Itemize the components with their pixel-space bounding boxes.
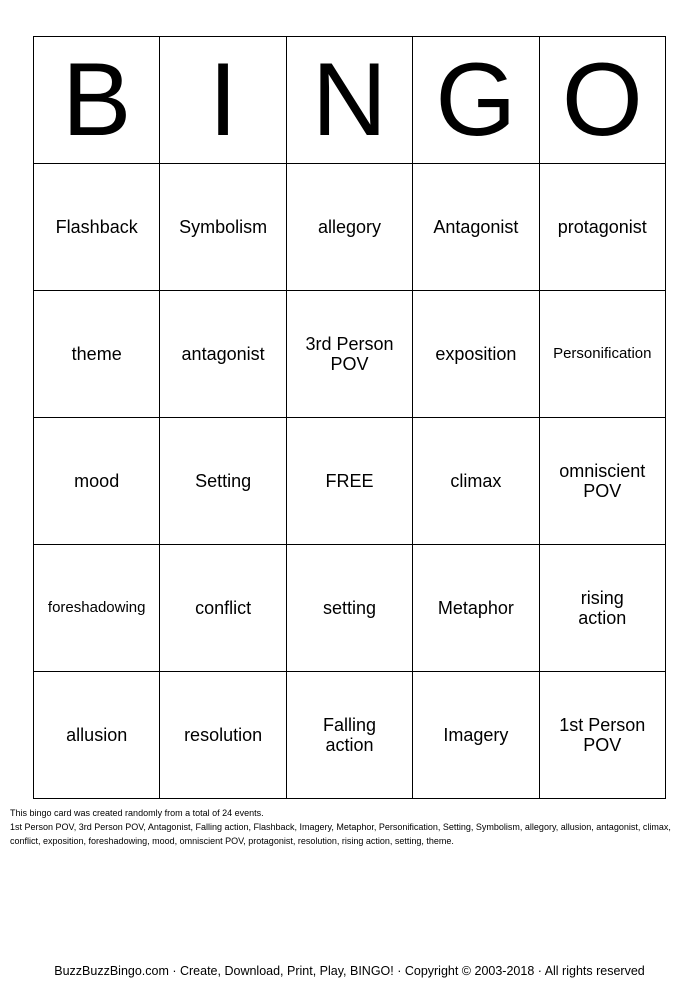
page-footer: BuzzBuzzBingo.com · Create, Download, Print, Play, BINGO! · Copyright © 2003-2018 · All rights reserved (54, 964, 645, 978)
bingo-cell: omniscient POV (539, 418, 665, 545)
bingo-cell: Metaphor (413, 545, 539, 672)
bingo-cell: protagonist (539, 164, 665, 291)
bingo-cell: climax (413, 418, 539, 545)
bingo-cell: Setting (160, 418, 286, 545)
bingo-cell: allegory (286, 164, 412, 291)
bingo-cell: 3rd Person POV (286, 291, 412, 418)
bingo-cell: conflict (160, 545, 286, 672)
bingo-row (34, 418, 666, 545)
bingo-free-space: FREE (286, 418, 412, 545)
bingo-header-row (34, 37, 666, 164)
bingo-cell: setting (286, 545, 412, 672)
bingo-cell: allusion (34, 672, 160, 799)
header-letter-o: O (539, 37, 665, 164)
card-info (10, 806, 686, 848)
bingo-cell: Symbolism (160, 164, 286, 291)
bingo-cell: foreshadowing (34, 545, 160, 672)
bingo-cell: Imagery (413, 672, 539, 799)
bingo-row (34, 545, 666, 672)
bingo-cell: antagonist (160, 291, 286, 418)
bingo-card (33, 36, 666, 799)
bingo-cell: mood (34, 418, 160, 545)
bingo-row (34, 291, 666, 418)
header-letter-n: N (286, 37, 412, 164)
bingo-cell: resolution (160, 672, 286, 799)
header-letter-i: I (160, 37, 286, 164)
header-letter-b: B (34, 37, 160, 164)
bingo-cell: theme (34, 291, 160, 418)
bingo-row (34, 164, 666, 291)
bingo-cell: Flashback (34, 164, 160, 291)
header-letter-g: G (413, 37, 539, 164)
bingo-cell: 1st Person POV (539, 672, 665, 799)
bingo-row (34, 672, 666, 799)
bingo-cell: Antagonist (413, 164, 539, 291)
bingo-cell: Falling action (286, 672, 412, 799)
card-info-summary: This bingo card was created randomly from a total of 24 events. (10, 808, 264, 818)
bingo-cell: rising action (539, 545, 665, 672)
bingo-cell: exposition (413, 291, 539, 418)
bingo-cell: Personification (539, 291, 665, 418)
card-info-event-list: 1st Person POV, 3rd Person POV, Antagonist, Falling action, Flashback, Imagery, Metaphor, Personification, Setting, Symbolism, allegory, allusion, antagonist, climax, conflict, exposition, foreshadowing, mood, omniscient POV, protagonist, resolution, rising action, setting, theme. (10, 822, 671, 846)
